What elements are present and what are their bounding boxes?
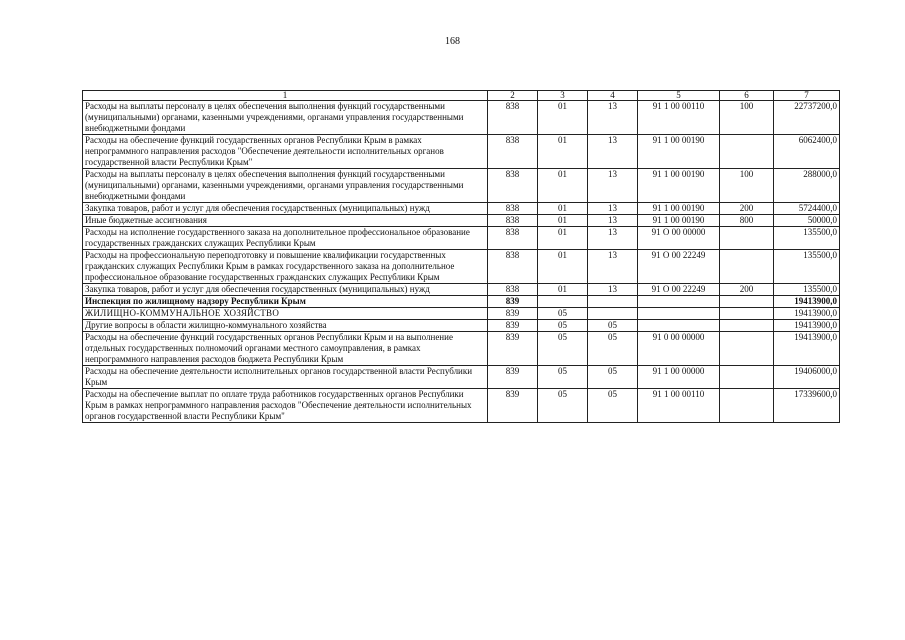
- budget-table: [82, 90, 840, 423]
- row-target-article: 91 0 00 00000: [638, 332, 720, 366]
- row-section: 01: [538, 284, 588, 296]
- row-expense-type: 200: [720, 203, 774, 215]
- row-expense-type: [720, 332, 774, 366]
- table-body: [83, 101, 840, 423]
- row-target-article: [638, 320, 720, 332]
- table-row: [83, 215, 840, 227]
- header-col-4: 4: [588, 91, 638, 101]
- row-name: Расходы на обеспечение функций государственных органов Республики Крым и на выполнение отдельных государственных полномочий органами местного самоуправления, в рамках непрограммного направления расходов бюджета Республики Крым: [83, 332, 488, 366]
- table-row: [83, 366, 840, 389]
- header-col-1: 1: [83, 91, 488, 101]
- row-section: 05: [538, 389, 588, 423]
- header-col-5: 5: [638, 91, 720, 101]
- row-name: Закупка товаров, работ и услуг для обеспечения государственных (муниципальных) нужд: [83, 284, 488, 296]
- row-amount: 19413900,0: [774, 296, 840, 308]
- row-ved: 838: [488, 135, 538, 169]
- row-ved: 839: [488, 296, 538, 308]
- header-col-6: 6: [720, 91, 774, 101]
- row-expense-type: 100: [720, 169, 774, 203]
- row-amount: 19406000,0: [774, 366, 840, 389]
- row-target-article: 91 1 00 00190: [638, 215, 720, 227]
- row-name: Расходы на исполнение государственного заказа на дополнительное профессиональное образование государственных гражданских служащих Республики Крым: [83, 227, 488, 250]
- row-ved: 838: [488, 215, 538, 227]
- row-name: Расходы на обеспечение выплат по оплате труда работников государственных органов Республики Крым в рамках непрограммного направления расходов "Обеспечение деятельности исполнительных органов государственной власти Республики Крым": [83, 389, 488, 423]
- row-amount: 5724400,0: [774, 203, 840, 215]
- row-target-article: 91 1 00 00190: [638, 169, 720, 203]
- row-subsection: 13: [588, 101, 638, 135]
- header-col-7: 7: [774, 91, 840, 101]
- row-amount: 19413900,0: [774, 332, 840, 366]
- row-section: 05: [538, 320, 588, 332]
- row-amount: 17339600,0: [774, 389, 840, 423]
- row-expense-type: [720, 250, 774, 284]
- row-section: 01: [538, 203, 588, 215]
- row-subsection: [588, 296, 638, 308]
- row-section: 05: [538, 308, 588, 320]
- row-name: Расходы на обеспечение функций государственных органов Республики Крым в рамках непрограммного направления расходов "Обеспечение деятельности исполнительных органов государственной власти Республики Крым": [83, 135, 488, 169]
- row-name: Закупка товаров, работ и услуг для обеспечения государственных (муниципальных) нужд: [83, 203, 488, 215]
- row-ved: 838: [488, 250, 538, 284]
- row-subsection: 05: [588, 320, 638, 332]
- header-col-3: 3: [538, 91, 588, 101]
- row-target-article: [638, 296, 720, 308]
- row-target-article: 91 1 00 00190: [638, 135, 720, 169]
- row-expense-type: 100: [720, 101, 774, 135]
- row-section: [538, 296, 588, 308]
- row-section: 01: [538, 101, 588, 135]
- row-section: 01: [538, 215, 588, 227]
- row-ved: 838: [488, 227, 538, 250]
- row-expense-type: 200: [720, 284, 774, 296]
- row-section: 05: [538, 366, 588, 389]
- table-row: [83, 296, 840, 308]
- row-expense-type: [720, 296, 774, 308]
- row-amount: 19413900,0: [774, 308, 840, 320]
- table-row: [83, 250, 840, 284]
- row-ved: 838: [488, 203, 538, 215]
- row-expense-type: [720, 135, 774, 169]
- row-target-article: 91 О 00 22249: [638, 284, 720, 296]
- row-name: Инспекция по жилищному надзору Республики Крым: [83, 296, 488, 308]
- table-row: [83, 284, 840, 296]
- row-amount: 6062400,0: [774, 135, 840, 169]
- row-ved: 838: [488, 169, 538, 203]
- row-name: Расходы на профессиональную переподготовку и повышение квалификации государственных гражданских служащих Республики Крым в рамках государственного заказа на дополнительное профессиональное образование государственных гражданских служащих Республики Крым: [83, 250, 488, 284]
- row-ved: 839: [488, 308, 538, 320]
- page-number: 168: [445, 36, 460, 47]
- row-target-article: 91 1 00 00110: [638, 101, 720, 135]
- table-row: [83, 227, 840, 250]
- row-expense-type: [720, 227, 774, 250]
- row-ved: 839: [488, 332, 538, 366]
- row-name: Иные бюджетные ассигнования: [83, 215, 488, 227]
- table-row: [83, 135, 840, 169]
- row-expense-type: [720, 389, 774, 423]
- row-ved: 839: [488, 389, 538, 423]
- row-target-article: 91 1 00 00190: [638, 203, 720, 215]
- row-name: ЖИЛИЩНО-КОММУНАЛЬНОЕ ХОЗЯЙСТВО: [83, 308, 488, 320]
- table-row: [83, 389, 840, 423]
- row-amount: 135500,0: [774, 284, 840, 296]
- table-row: [83, 169, 840, 203]
- row-section: 05: [538, 332, 588, 366]
- row-subsection: 13: [588, 250, 638, 284]
- row-amount: 288000,0: [774, 169, 840, 203]
- row-section: 01: [538, 227, 588, 250]
- row-subsection: 05: [588, 366, 638, 389]
- row-section: 01: [538, 135, 588, 169]
- table-row: [83, 203, 840, 215]
- row-ved: 838: [488, 284, 538, 296]
- row-ved: 839: [488, 320, 538, 332]
- row-subsection: 13: [588, 215, 638, 227]
- row-subsection: 13: [588, 203, 638, 215]
- row-expense-type: [720, 366, 774, 389]
- row-subsection: 13: [588, 227, 638, 250]
- header-col-2: 2: [488, 91, 538, 101]
- row-amount: 22737200,0: [774, 101, 840, 135]
- row-subsection: [588, 308, 638, 320]
- row-name: Расходы на обеспечение деятельности исполнительных органов государственной власти Республики Крым: [83, 366, 488, 389]
- row-amount: 135500,0: [774, 250, 840, 284]
- row-target-article: 91 1 00 00110: [638, 389, 720, 423]
- table-row: [83, 101, 840, 135]
- row-name: Расходы на выплаты персоналу в целях обеспечения выполнения функций государственными (муниципальными) органами, казенными учреждениями, органами управления государственными внебюджетными фондами: [83, 101, 488, 135]
- table-row: [83, 320, 840, 332]
- row-target-article: [638, 308, 720, 320]
- row-section: 01: [538, 169, 588, 203]
- row-amount: 50000,0: [774, 215, 840, 227]
- row-section: 01: [538, 250, 588, 284]
- row-name: Расходы на выплаты персоналу в целях обеспечения выполнения функций государственными (муниципальными) органами, казенными учреждениями, органами управления государственными внебюджетными фондами: [83, 169, 488, 203]
- row-expense-type: [720, 320, 774, 332]
- row-target-article: 91 О 00 22249: [638, 250, 720, 284]
- row-ved: 838: [488, 101, 538, 135]
- header-row: [83, 91, 840, 101]
- row-subsection: 13: [588, 284, 638, 296]
- row-name: Другие вопросы в области жилищно-коммунального хозяйства: [83, 320, 488, 332]
- row-subsection: 05: [588, 332, 638, 366]
- row-subsection: 13: [588, 169, 638, 203]
- row-expense-type: 800: [720, 215, 774, 227]
- row-amount: 19413900,0: [774, 320, 840, 332]
- table-row: [83, 332, 840, 366]
- row-amount: 135500,0: [774, 227, 840, 250]
- row-expense-type: [720, 308, 774, 320]
- row-target-article: 91 О 00 00000: [638, 227, 720, 250]
- table-row: [83, 308, 840, 320]
- row-subsection: 13: [588, 135, 638, 169]
- row-target-article: 91 1 00 00000: [638, 366, 720, 389]
- row-subsection: 05: [588, 389, 638, 423]
- row-ved: 839: [488, 366, 538, 389]
